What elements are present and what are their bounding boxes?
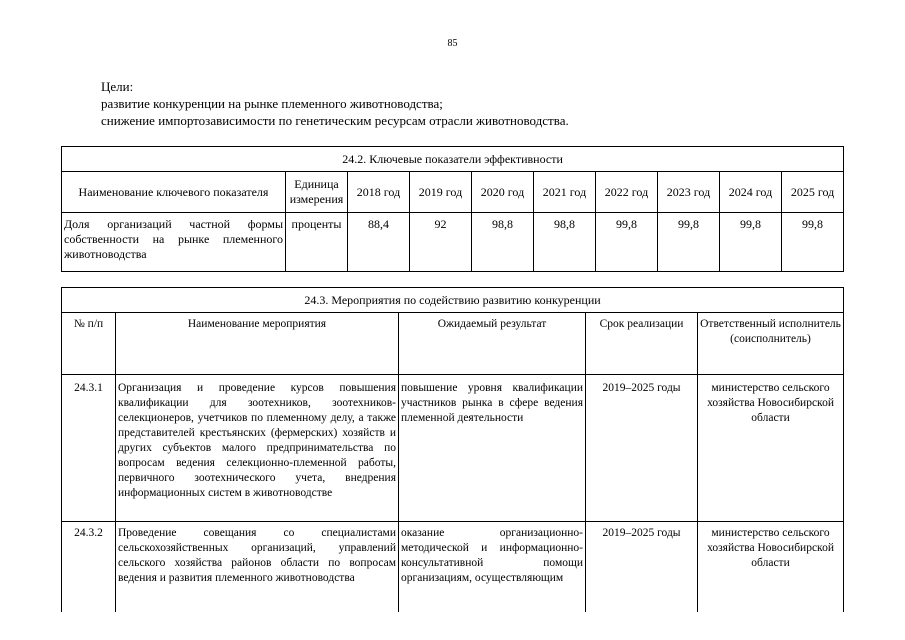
indicator-value: 99,8 — [720, 213, 782, 272]
header-responsible: Ответственный исполнитель (соисполнитель) — [698, 313, 844, 375]
header-term: Срок реализации — [586, 313, 698, 375]
header-indicator-name: Наименование ключевого показателя — [62, 172, 286, 213]
measure-num: 24.3.1 — [62, 375, 116, 522]
measure-num: 24.3.2 — [62, 522, 116, 613]
page-number: 85 — [447, 38, 458, 49]
indicator-value: 92 — [410, 213, 472, 272]
measure-term: 2019–2025 годы — [586, 375, 698, 522]
measure-result: оказание организационно-методической и информационно-консультативной помощи организациям, осуществляющим — [399, 522, 586, 613]
indicator-value: 98,8 — [472, 213, 534, 272]
header-measure-name: Наименование мероприятия — [116, 313, 399, 375]
measures-caption: 24.3. Мероприятия по содействию развитию конкуренции — [62, 288, 844, 313]
header-year: 2018 год — [348, 172, 410, 213]
header-year: 2021 год — [534, 172, 596, 213]
indicator-value: 99,8 — [596, 213, 658, 272]
table-row — [62, 213, 844, 272]
measure-result: повышение уровня квалификации участников рынка в сфере ведения племенной деятельности — [399, 375, 586, 522]
measure-responsible: министерство сельского хозяйства Новосибирской области — [698, 522, 844, 613]
table-row — [62, 522, 844, 613]
header-year: 2025 год — [782, 172, 844, 213]
indicator-value: 88,4 — [348, 213, 410, 272]
header-unit: Единица измерения — [286, 172, 348, 213]
measure-responsible: министерство сельского хозяйства Новосибирской области — [698, 375, 844, 522]
indicator-unit: проценты — [286, 213, 348, 272]
header-result: Ожидаемый результат — [399, 313, 586, 375]
goal-item: развитие конкуренции на рынке племенного животноводства; — [101, 96, 443, 111]
indicator-value: 98,8 — [534, 213, 596, 272]
indicator-value: 99,8 — [782, 213, 844, 272]
measures-header-row — [62, 313, 844, 375]
measures-table — [61, 287, 844, 612]
measure-name: Проведение совещания со специалистами сельскохозяйственных организаций, управлений сельского хозяйства районов области по вопросам ведения и развития племенного животноводства — [116, 522, 399, 613]
measure-name: Организация и проведение курсов повышения квалификации для зоотехников, зоотехников-селекционеров, учетчиков по племенному делу, а также представителей крестьянских (фермерских) хозяйств и других субъектов малого предпринимательства по вопросам ведения селекционно-племенной работы, первичного зоотехнического учета, внедрения информационных систем в животноводстве — [116, 375, 399, 522]
header-year: 2023 год — [658, 172, 720, 213]
table-row — [62, 375, 844, 522]
indicators-table — [61, 146, 844, 272]
header-year: 2019 год — [410, 172, 472, 213]
goal-item: снижение импортозависимости по генетическим ресурсам отрасли животноводства. — [101, 113, 569, 128]
indicators-header-row — [62, 172, 844, 213]
header-year: 2022 год — [596, 172, 658, 213]
indicator-value: 99,8 — [658, 213, 720, 272]
header-year: 2024 год — [720, 172, 782, 213]
goals-section — [101, 78, 569, 129]
header-year: 2020 год — [472, 172, 534, 213]
header-num: № п/п — [62, 313, 116, 375]
measure-term: 2019–2025 годы — [586, 522, 698, 613]
goals-heading: Цели: — [101, 79, 134, 94]
indicator-name: Доля организаций частной формы собственности на рынке племенного животноводства — [62, 213, 286, 272]
indicators-caption: 24.2. Ключевые показатели эффективности — [62, 147, 844, 172]
